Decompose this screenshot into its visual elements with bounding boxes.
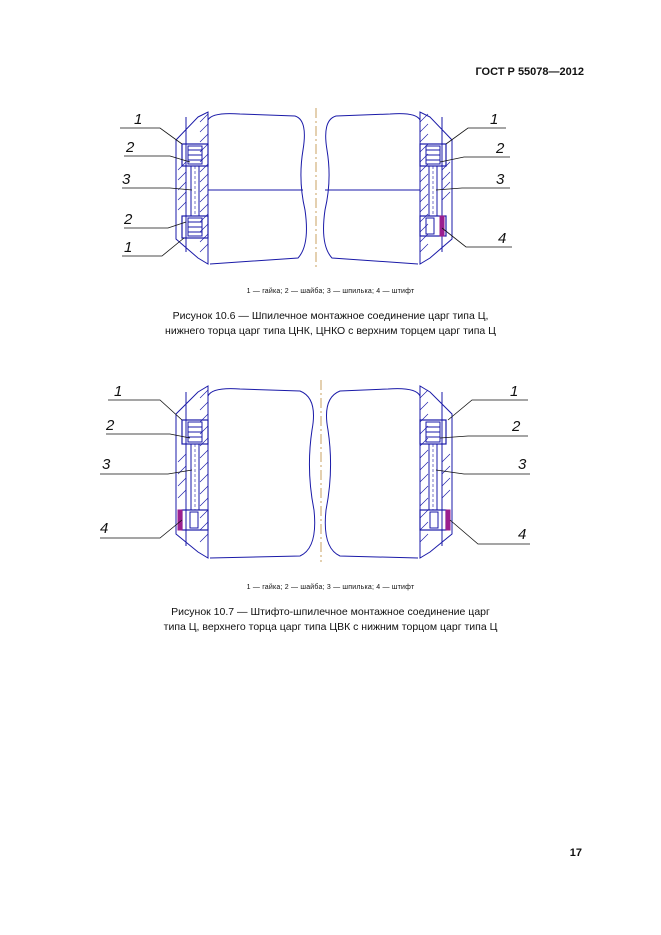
- label-right-4: 4: [518, 526, 527, 543]
- label-right-1: 1: [510, 383, 519, 400]
- label-left-2: 2: [106, 417, 115, 434]
- label-left-1: 1: [114, 383, 123, 400]
- left-flange-assembly-2: [176, 386, 315, 558]
- right-flange-assembly-2: [325, 386, 452, 558]
- caption-10-6-line2: нижнего торца царг типа ЦНК, ЦНКО с верхним торцем царг типа Ц: [165, 325, 496, 337]
- figure-10-6-drawing: [0, 100, 661, 275]
- left-flange-assembly: [176, 112, 306, 264]
- label-left-2-top: 2: [126, 139, 135, 156]
- label-left-2-bottom: 2: [124, 211, 133, 228]
- document-header: ГОСТ Р 55078—2012: [475, 66, 584, 78]
- label-right-2: 2: [496, 140, 505, 157]
- right-flange-assembly: [324, 112, 452, 264]
- label-left-1-bottom: 1: [124, 239, 133, 256]
- label-right-1: 1: [490, 111, 499, 128]
- page-number: 17: [569, 847, 582, 859]
- label-left-4: 4: [100, 520, 109, 537]
- caption-10-6-line1: Рисунок 10.6 — Шпилечное монтажное соединение царг типа Ц,: [172, 310, 489, 322]
- caption-10-7-line1: Рисунок 10.7 — Штифто-шпилечное монтажное соединение царг: [171, 606, 490, 618]
- figure-10-7-legend: 1 — гайка; 2 — шайба; 3 — шпилька; 4 — штифт: [246, 584, 415, 591]
- figure-10-6-legend: 1 — гайка; 2 — шайба; 3 — шпилька; 4 — штифт: [246, 288, 415, 295]
- label-right-3: 3: [496, 171, 505, 188]
- figure-10-7-caption: [0, 605, 661, 635]
- figure-10-6-caption: [0, 309, 661, 339]
- label-left-3: 3: [122, 171, 131, 188]
- label-right-2: 2: [512, 418, 521, 435]
- figure-10-7-drawing: [0, 375, 661, 565]
- label-left-3: 3: [102, 456, 111, 473]
- caption-10-7-line2: типа Ц, верхнего торца царг типа ЦВК с нижним торцом царг типа Ц: [163, 621, 498, 633]
- label-left-1-top: 1: [134, 111, 143, 128]
- label-right-3: 3: [518, 456, 527, 473]
- label-right-4: 4: [498, 230, 507, 247]
